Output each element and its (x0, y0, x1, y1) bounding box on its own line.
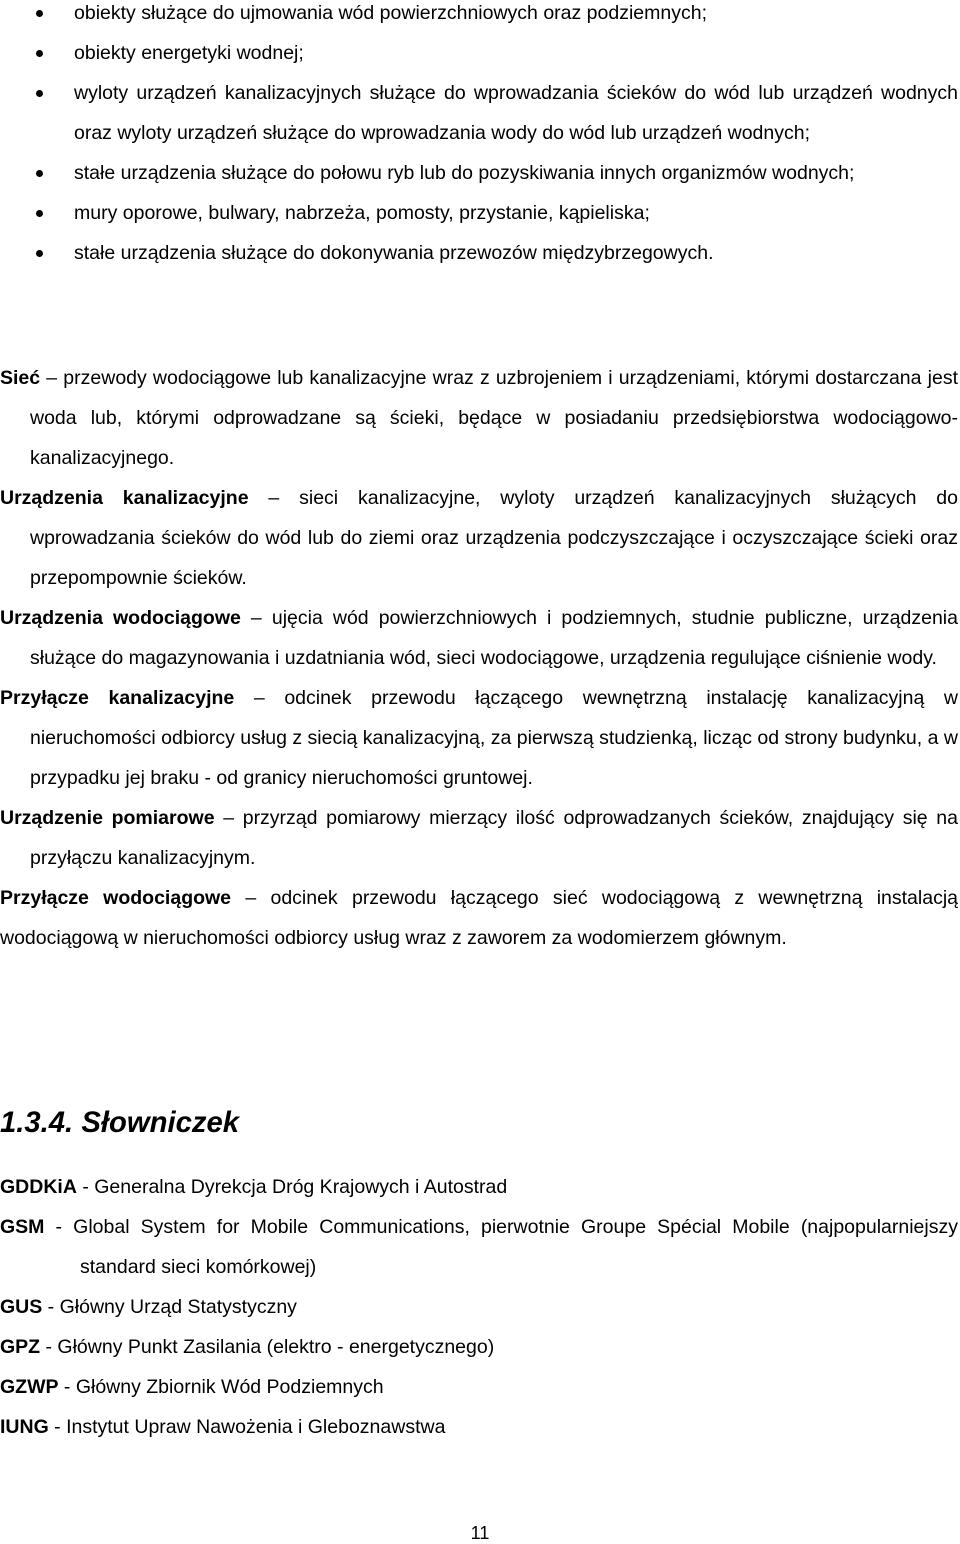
bullet-icon (36, 170, 43, 177)
list-item (0, 233, 960, 273)
definition-dash: – (214, 807, 243, 829)
section-number: 1.3.4. (0, 1107, 74, 1139)
list-item-text: obiekty energetyki wodnej; (74, 42, 304, 64)
abbreviation-meaning: - Generalna Dyrekcja Dróg Krajowych i Autostrad (76, 1176, 508, 1198)
bullet-icon (36, 90, 43, 97)
definition-term: Urządzenia kanalizacyjne (0, 487, 249, 509)
abbreviation-code: GPZ (0, 1336, 41, 1358)
definition-term: Przyłącze kanalizacyjne (0, 687, 235, 709)
definition (0, 358, 958, 478)
abbreviation-meaning: - Główny Urząd Statystyczny (42, 1296, 297, 1318)
bullet-icon (36, 250, 43, 257)
list-item (0, 153, 960, 193)
definition (0, 878, 958, 958)
definition-term: Przyłącze wodociągowe (0, 887, 232, 909)
definition-dash: – (248, 487, 300, 509)
abbreviation-entry (0, 1327, 958, 1367)
bullet-icon (36, 10, 43, 17)
list-item-text: mury oporowe, bulwary, nabrzeża, pomosty, przystanie, kąpieliska; (74, 202, 650, 224)
definition-term: Urządzenie pomiarowe (0, 807, 215, 829)
definitions-section (0, 358, 958, 958)
definition-text: odcinek przewodu łączącego sieć wodociągową z wewnętrzną instalacją wodociągową w nieruchomości odbiorcy usług wraz z zaworem za wodomierzem głównym. (0, 887, 959, 949)
definition (0, 678, 958, 798)
definition-dash: – (231, 887, 271, 909)
definition-text: ujęcia wód powierzchniowych i podziemnych, studnie publiczne, urządzenia służące do magazynowania i uzdatniania wód, sieci wodociągowe, urządzenia regulujące ciśnienie wody. (30, 607, 958, 669)
abbreviation-code: GDDKiA (0, 1176, 77, 1198)
definition (0, 798, 958, 878)
abbreviation-code: GSM (0, 1216, 45, 1238)
bullet-icon (36, 50, 43, 57)
abbreviation-entry (0, 1207, 958, 1287)
abbreviation-code: IUNG (0, 1416, 49, 1438)
list-item (0, 33, 960, 73)
abbreviation-code: GZWP (0, 1376, 59, 1398)
definition-text: przewody wodociągowe lub kanalizacyjne wraz z uzbrojeniem i urządzeniami, którymi dostarczana jest woda lub, którymi odprowadzane są ścieki, będące w posiadaniu przedsiębiorstwa wodociągowo-kanalizacyjnego. (30, 367, 959, 469)
list-item-text: stałe urządzenia służące do połowu ryb lub do pozyskiwania innych organizmów wodnych; (74, 162, 855, 184)
section-heading (0, 1108, 239, 1138)
abbreviations-list (0, 1167, 958, 1447)
definition-text: przyrząd pomiarowy mierzący ilość odprowadzanych ścieków, znajdujący się na przyłączu kanalizacyjnym. (30, 807, 958, 869)
definition (0, 478, 958, 598)
definition-text: sieci kanalizacyjne, wyloty urządzeń kanalizacyjnych służących do wprowadzania ścieków do wód lub do ziemi oraz urządzenia podczyszczające i oczyszczające ścieki oraz przepompownie ścieków. (30, 487, 958, 589)
abbreviation-meaning: - Główny Punkt Zasilania (elektro - energetycznego) (40, 1336, 495, 1358)
abbreviation-entry (0, 1287, 958, 1327)
abbreviation-meaning: - Instytut Upraw Nawożenia i Gleboznawstwa (48, 1416, 446, 1438)
list-item-text: stałe urządzenia służące do dokonywania przewozów międzybrzegowych. (74, 242, 714, 264)
definition-text: odcinek przewodu łączącego wewnętrzną instalację kanalizacyjną w nieruchomości odbiorcy usług z siecią kanalizacyjną, za pierwszą studzienką, licząc od strony budynku, a w przypadku jej braku - od granicy nieruchomości gruntowej. (30, 687, 958, 789)
page-number: 11 (470, 1523, 490, 1543)
abbreviation-meaning: - Global System for Mobile Communications, pierwotnie Groupe Spécial Mobile (najpopularniejszy standard sieci komórkowej) (44, 1216, 958, 1278)
list-item-text: obiekty służące do ujmowania wód powierzchniowych oraz podziemnych; (74, 2, 707, 24)
abbreviation-code: GUS (0, 1296, 43, 1318)
bullet-list (0, 0, 960, 273)
list-item (0, 0, 960, 33)
definition-dash: – (234, 687, 285, 709)
list-item (0, 73, 960, 153)
bullet-icon (36, 210, 43, 217)
abbreviation-entry (0, 1167, 958, 1207)
abbreviation-entry (0, 1367, 958, 1407)
definition-dash: – (240, 607, 272, 629)
definition (0, 598, 958, 678)
abbreviation-entry (0, 1407, 958, 1447)
definition-dash: – (40, 367, 64, 389)
definition-term: Urządzenia wodociągowe (0, 607, 241, 629)
list-item-text: wyloty urządzeń kanalizacyjnych służące do wprowadzania ścieków do wód lub urządzeń wodnych oraz wyloty urządzeń służące do wprowadzania wody do wód lub urządzeń wodnych; (74, 82, 958, 144)
list-item (0, 193, 960, 233)
definition-term: Sieć (0, 367, 41, 389)
abbreviation-meaning: - Główny Zbiornik Wód Podziemnych (58, 1376, 384, 1398)
section-title-text: Słowniczek (81, 1107, 240, 1139)
